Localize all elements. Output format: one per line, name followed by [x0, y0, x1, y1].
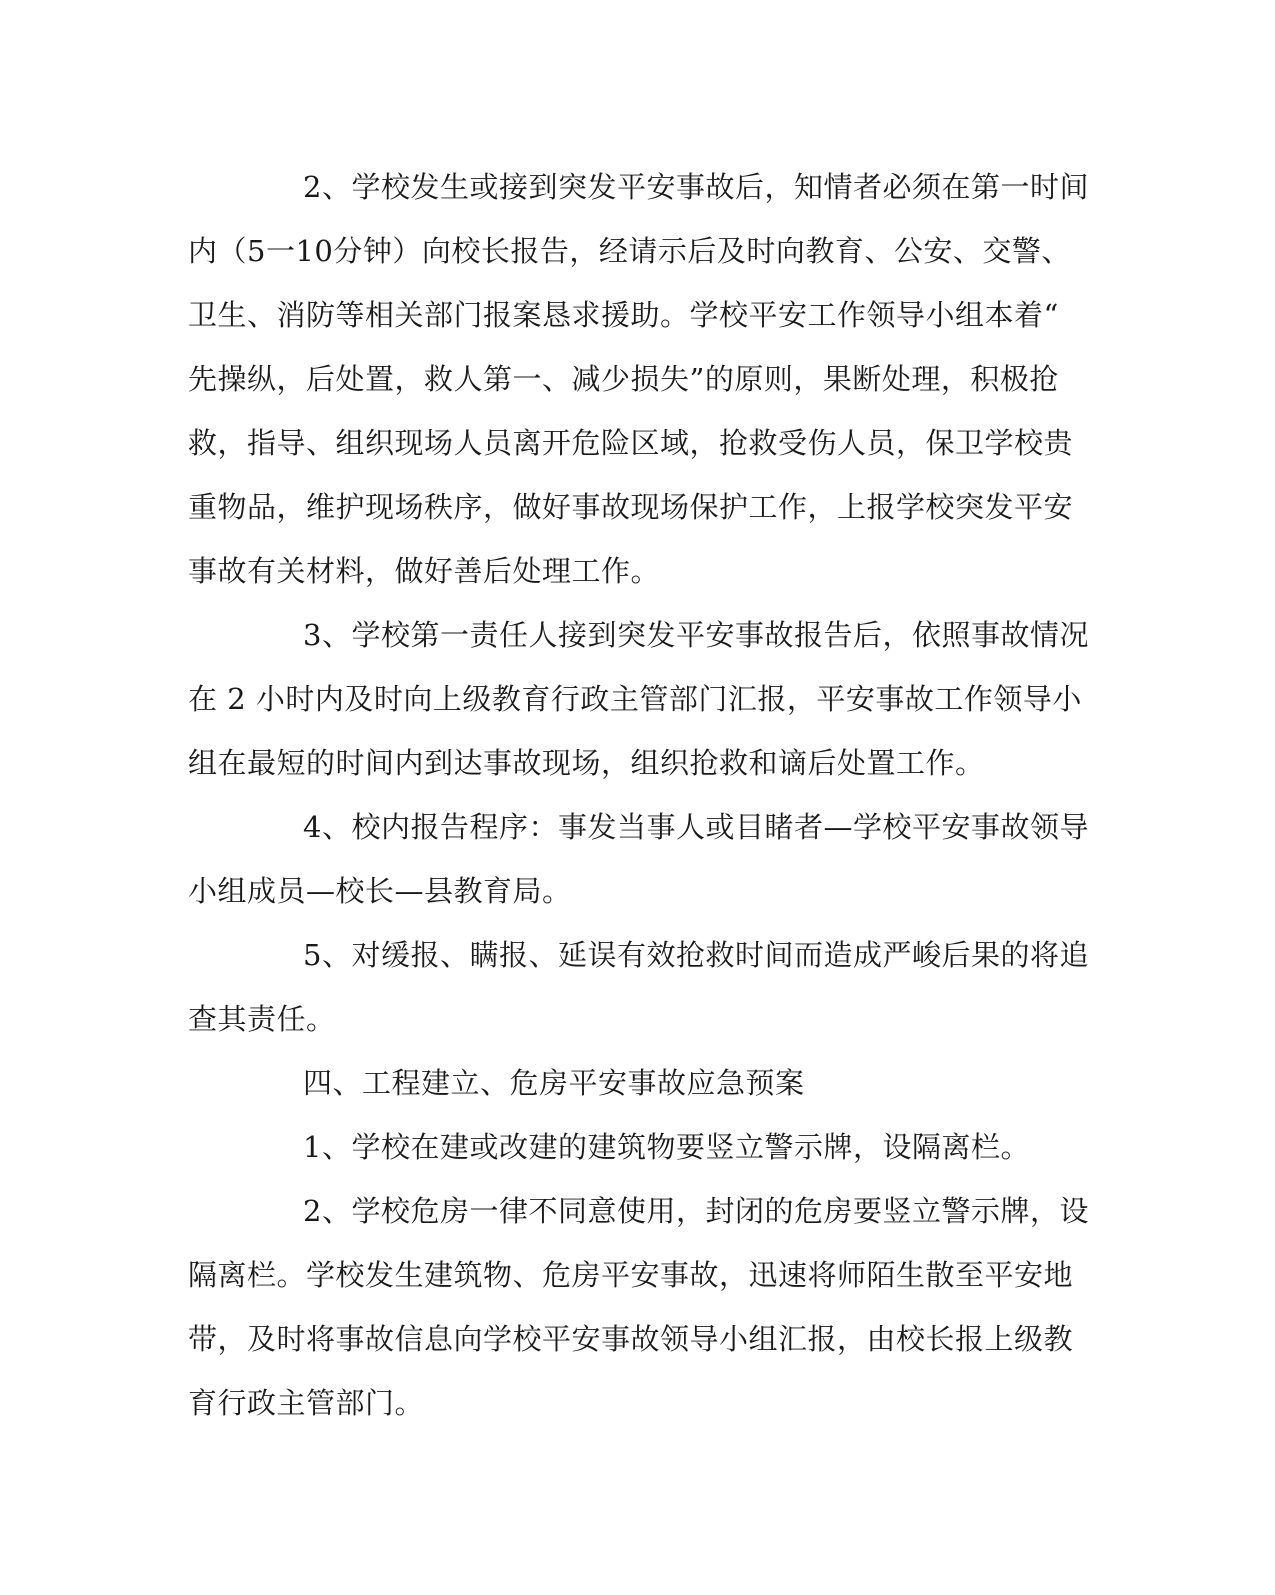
item-2-line-1: 2、学校危房一律不同意使用，封闭的危房要竖立警示牌，设 — [303, 1194, 1089, 1228]
paragraph-2-line-2: 内（5一10分钟）向校长报告，经请示后及时向教育、公安、交警、 — [188, 234, 1071, 268]
paragraph-4-line-2: 小组成员—校长—县教育局。 — [188, 874, 572, 908]
item-2-line-2: 隔离栏。学校发生建筑物、危房平安事故，迅速将师陌生散至平安地 — [188, 1258, 1074, 1292]
section-heading: 四、工程建立、危房平安事故应急预案 — [303, 1066, 805, 1100]
paragraph-5-line-1: 5、对缓报、瞒报、延误有效抢救时间而造成严峻后果的将追 — [303, 938, 1089, 972]
paragraph-2-line-7: 事故有关材料，做好善后处理工作。 — [188, 554, 661, 588]
item-1-line-1: 1、学校在建或改建的建筑物要竖立警示牌，设隔离栏。 — [303, 1130, 1030, 1164]
paragraph-3-line-3: 组在最短的时间内到达事故现场，组织抢救和谪后处置工作。 — [188, 746, 985, 780]
document-body — [188, 155, 1089, 1435]
paragraph-3-line-1: 3、学校第一责任人接到突发平安事故报告后，依照事故情况 — [303, 618, 1089, 652]
paragraph-2-line-1: 2、学校发生或接到突发平安事故后，知情者必须在第一时间 — [303, 170, 1089, 204]
paragraph-2-line-4: 先操纵，后处置，救人第一、减少损失”的原则，果断处理，积极抢 — [188, 362, 1059, 396]
paragraph-2-line-6: 重物品，维护现场秩序，做好事故现场保护工作，上报学校突发平安 — [188, 490, 1074, 524]
paragraph-2-line-3: 卫生、消防等相关部门报案恳求援助。学校平安工作领导小组本着“ — [188, 298, 1059, 332]
item-2-line-4: 育行政主管部门。 — [188, 1386, 425, 1420]
paragraph-3-line-2: 在 2 小时内及时向上级教育行政主管部门汇报，平安事故工作领导小 — [188, 682, 1082, 716]
item-2-line-3: 带，及时将事故信息向学校平安事故领导小组汇报，由校长报上级教 — [188, 1322, 1074, 1356]
paragraph-4-line-1: 4、校内报告程序：事发当事人或目睹者—学校平安事故领导 — [303, 810, 1089, 844]
paragraph-5-line-2: 查其责任。 — [188, 1002, 336, 1036]
paragraph-2-line-5: 救，指导、组织现场人员离开危险区域，抢救受伤人员，保卫学校贵 — [188, 426, 1074, 460]
